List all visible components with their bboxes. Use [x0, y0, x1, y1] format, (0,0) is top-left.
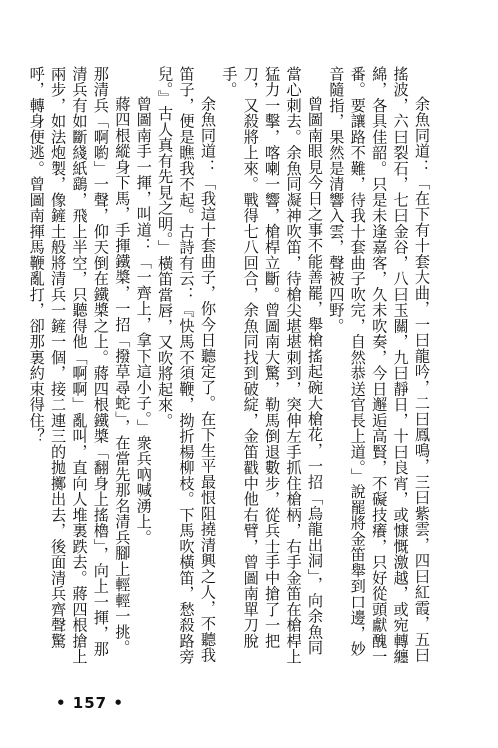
page-number: • 157 •	[56, 694, 124, 712]
paragraph-4: 曾圖南手一揮，叫道：「一齊上，拿下這小子。」衆兵吶喊湧上。	[134, 96, 153, 546]
paragraph-3: 余魚同道：「我這十套曲子，你今日聽定了。在下生平最恨阻撓清興之人，不聽我笛子，便是瞧我不起。古詩有云：『快馬不須鞭，拗折楊柳枝。下馬吹橫笛，愁殺路旁兒。』古人真有先見之明。」橫笛當唇，又吹將起來。	[156, 66, 217, 665]
body-text	[27, 66, 432, 666]
paragraph-1: 余魚同道：「在下有十套大曲，一曰龍吟，二曰鳳鳴，三曰紫雲，四曰紅霞，五曰搖波，六曰裂石，七曰金谷，八曰玉關，九曰靜日，十曰良宵，或慷慨激越，或宛轉纏綿，各具佳韶。只是未逢嘉客，久未吹奏，今日邂逅高賢，不礙技癢，只好從頭獻醜一番。要讓路不難，待我十套曲子吹完，自然恭送官長上道。」說罷將金笛舉到口邊，妙音隨指，果然是清響入雲，聲被四野。	[327, 66, 431, 665]
paragraph-5: 蔣四根縱身下馬，手揮鐵槳，一招「撥草尋蛇」，在當先那名清兵腳上輕輕一挑。那清兵「啊喲」一聲，仰天倒在鐵槳之上。蔣四根鐵槳「翻身上搖櫓」，向上一揮，那清兵有如斷綫紙鷂，飛上半空，只聽得他「啊啊」亂叫，直向人堆裏跌去。蔣四根搶上兩步，如法炮製，像鏟土般將清兵一鏟一個，接二連三的拋擲出去，後面清兵齊聲驚呼，轉身便逃。曾圖南揮馬鞭亂打，卻那裏約束得住？	[27, 66, 132, 665]
paragraph-2: 曾圖南眼見今日之事不能善罷，舉槍搖起碗大槍花，一招「烏龍出洞」，向余魚同當心刺去。余魚同凝神吹笛，待槍尖堪堪刺到，突伸左手抓住槍柄，右手金笛在槍桿上猛力一擊，喀喇一響，槍桿立斷。曾圖南大驚，勒馬倒退數步，從兵士手中搶了一把刀，又殺將上來。戰得七八回合，余魚同找到破綻，金笛戳中他右臂，曾圖南單刀脫手。	[220, 66, 324, 665]
